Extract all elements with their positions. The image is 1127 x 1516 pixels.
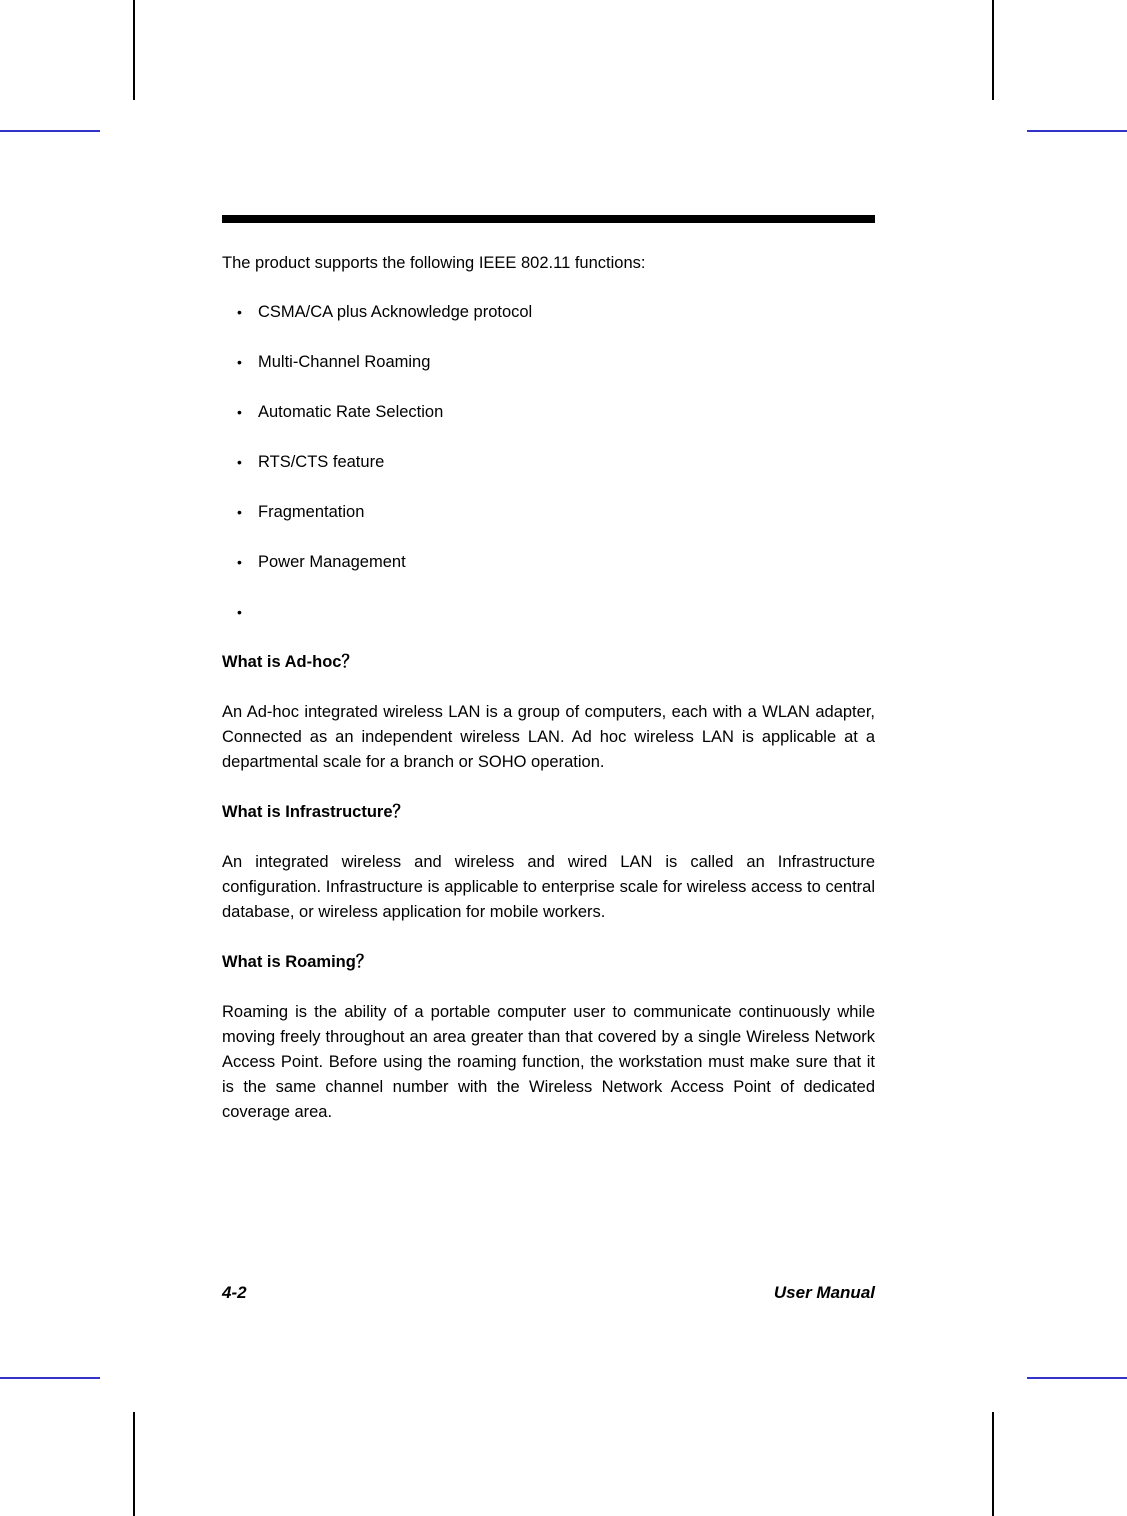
- section-heading: What is Ad-hoc？: [222, 653, 358, 671]
- section-body: Roaming is the ability of a portable computer user to communicate continuously while moving freely throughout an area greater than that covered by a single Wireless Network Access Point. Before using the roaming function, the workstation must make sure that it is the same channel number with the Wireless Network Access Point of dedicated coverage area.: [222, 1003, 875, 1121]
- crop-mark-bottom-left: [133, 1412, 135, 1516]
- feature-list: [222, 300, 875, 625]
- feature-item: [222, 300, 875, 325]
- feature-item: [222, 550, 875, 575]
- feature-label: [258, 600, 875, 625]
- crop-mark-bottom-right: [992, 1412, 994, 1516]
- registration-line-bottom-left: [0, 1377, 100, 1379]
- page-content: [222, 215, 875, 1149]
- feature-label: Multi-Channel Roaming: [258, 353, 431, 371]
- feature-item: [222, 450, 875, 475]
- bullet-icon: •: [237, 404, 242, 420]
- section-divider-rule: [222, 215, 875, 223]
- section-heading: What is Infrastructure？: [222, 803, 410, 821]
- feature-item: [222, 400, 875, 425]
- section-body: An Ad-hoc integrated wireless LAN is a group of computers, each with a WLAN adapter, Connected as an independent wireless LAN. Ad hoc wireless LAN is applicable at a departmental scale for a branch or SOHO operation.: [222, 703, 875, 771]
- feature-label: RTS/CTS feature: [258, 453, 385, 471]
- section-heading: What is Roaming？: [222, 953, 373, 971]
- bullet-icon: •: [237, 354, 242, 370]
- bullet-icon: •: [237, 554, 242, 570]
- crop-mark-top-left: [133, 0, 135, 100]
- feature-label: CSMA/CA plus Acknowledge protocol: [258, 303, 533, 321]
- bullet-icon: •: [237, 454, 242, 470]
- crop-mark-top-right: [992, 0, 994, 100]
- feature-item: [222, 350, 875, 375]
- registration-line-bottom-right: [1027, 1377, 1127, 1379]
- section-roaming: [222, 950, 875, 1125]
- bullet-icon: •: [237, 304, 242, 320]
- bullet-icon: •: [237, 604, 242, 620]
- section-infrastructure: [222, 800, 875, 925]
- footer-manual-label: User Manual: [773, 1283, 875, 1302]
- feature-label: Power Management: [258, 553, 406, 571]
- feature-item-empty: [222, 600, 875, 625]
- section-adhoc: [222, 650, 875, 775]
- registration-line-top-left: [0, 130, 100, 132]
- footer-page-number: 4-2: [222, 1283, 247, 1302]
- registration-line-top-right: [1027, 130, 1127, 132]
- page-footer: [222, 1280, 875, 1305]
- feature-label: Fragmentation: [258, 503, 365, 521]
- bullet-icon: •: [237, 504, 242, 520]
- feature-item: [222, 500, 875, 525]
- section-body: An integrated wireless and wireless and wired LAN is called an Infrastructure configuration. Infrastructure is applicable to enterprise scale for wireless access to central database, or wireless application for mobile workers.: [222, 853, 875, 921]
- intro-paragraph: The product supports the following IEEE 802.11 functions:: [222, 254, 646, 272]
- feature-label: Automatic Rate Selection: [258, 403, 444, 421]
